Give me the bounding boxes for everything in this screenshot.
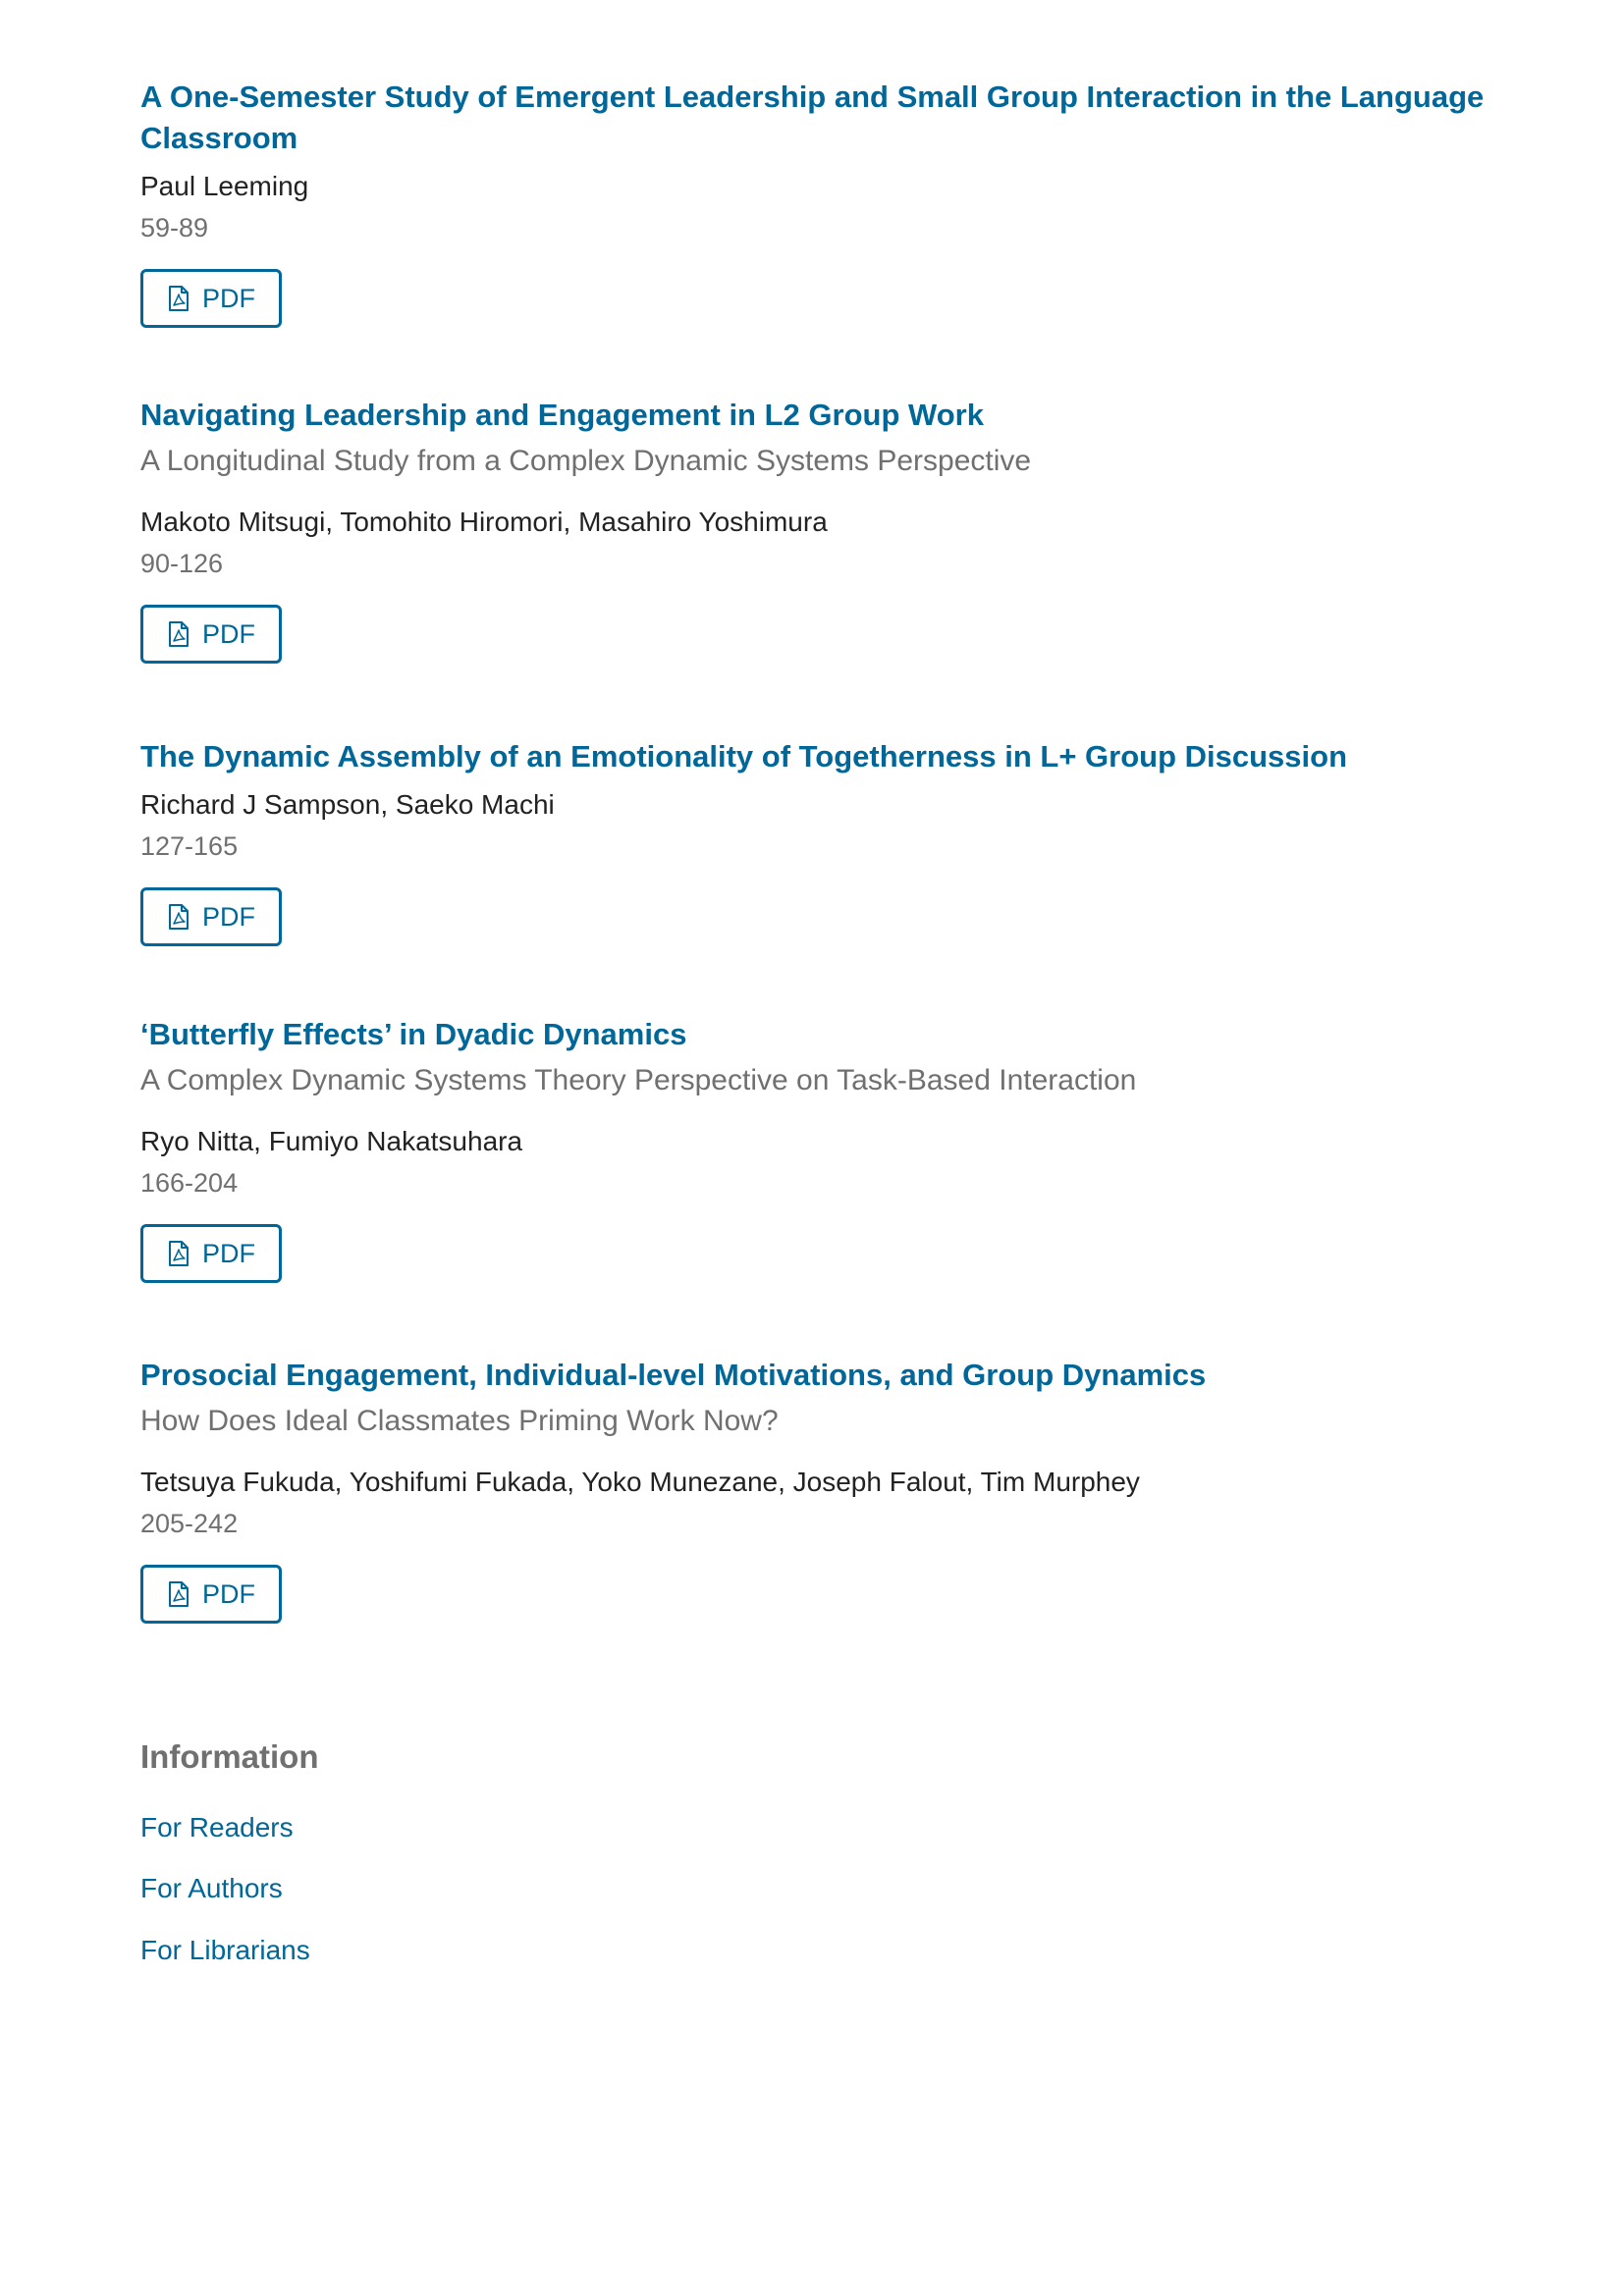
article-item [140, 1014, 1495, 1283]
article-item [140, 395, 1495, 664]
article-title-link[interactable]: ‘Butterfly Effects’ in Dyadic Dynamics [140, 1017, 687, 1051]
pdf-button-label: PDF [202, 902, 255, 932]
article-authors: Makoto Mitsugi, Tomohito Hiromori, Masahiro Yoshimura [140, 507, 828, 537]
pdf-button-label: PDF [202, 1579, 255, 1609]
article-authors: Tetsuya Fukuda, Yoshifumi Fukada, Yoko Munezane, Joseph Falout, Tim Murphey [140, 1467, 1140, 1497]
file-pdf-icon [167, 285, 190, 312]
file-pdf-icon [167, 1240, 190, 1267]
article-title-link[interactable]: Prosocial Engagement, Individual-level Motivations, and Group Dynamics [140, 1358, 1207, 1392]
for-authors-link[interactable]: For Authors [140, 1873, 283, 1903]
article-title-link[interactable]: Navigating Leadership and Engagement in L2 Group Work [140, 398, 984, 432]
pdf-button-label: PDF [202, 284, 255, 313]
article-item [140, 77, 1495, 328]
pdf-button-label: PDF [202, 1239, 255, 1268]
article-pages: 59-89 [140, 213, 209, 242]
pdf-button[interactable] [140, 1565, 282, 1624]
information-heading: Information [140, 1738, 319, 1775]
pdf-button[interactable] [140, 605, 282, 664]
article-pages: 205-242 [140, 1509, 239, 1538]
article-authors: Richard J Sampson, Saeko Machi [140, 789, 555, 820]
file-pdf-icon [167, 1580, 190, 1608]
article-authors: Ryo Nitta, Fumiyo Nakatsuhara [140, 1126, 523, 1156]
article-pages: 90-126 [140, 549, 224, 578]
for-readers-link[interactable]: For Readers [140, 1812, 294, 1842]
article-subtitle: A Complex Dynamic Systems Theory Perspective on Task-Based Interaction [140, 1064, 1137, 1096]
article-pages: 166-204 [140, 1168, 239, 1198]
information-block [140, 1735, 730, 1965]
for-librarians-link[interactable]: For Librarians [140, 1935, 310, 1965]
article-title-link[interactable]: A One-Semester Study of Emergent Leadership and Small Group Interaction in the Language Classroom [140, 80, 1485, 155]
pdf-button-label: PDF [202, 619, 255, 649]
pdf-button[interactable] [140, 269, 282, 328]
article-pages: 127-165 [140, 831, 239, 861]
pdf-button[interactable] [140, 1224, 282, 1283]
article-item [140, 1355, 1495, 1624]
pdf-button[interactable] [140, 887, 282, 946]
article-authors: Paul Leeming [140, 171, 309, 201]
article-subtitle: A Longitudinal Study from a Complex Dynamic Systems Perspective [140, 445, 1032, 477]
article-title-link[interactable]: The Dynamic Assembly of an Emotionality of Togetherness in L+ Group Discussion [140, 739, 1348, 774]
file-pdf-icon [167, 620, 190, 648]
article-subtitle: How Does Ideal Classmates Priming Work Now? [140, 1405, 779, 1437]
article-item [140, 736, 1495, 946]
file-pdf-icon [167, 903, 190, 931]
